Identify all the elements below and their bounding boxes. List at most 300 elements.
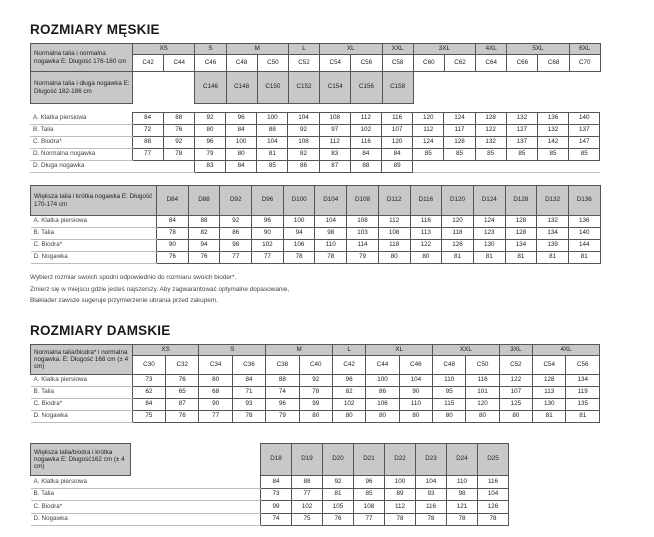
note-line: Wybierz rozmiar swoich spodni odpowiednio do rozmiaru swoich bioder*. xyxy=(30,274,237,281)
value-cell: 82 xyxy=(188,228,220,240)
row-label: C. Biodra* xyxy=(30,137,132,149)
size-code: D104 xyxy=(315,186,347,216)
value-cell: 92 xyxy=(194,113,225,125)
value-cell: 113 xyxy=(533,387,566,399)
value-cell: 73 xyxy=(132,375,165,387)
size-code: C42 xyxy=(133,55,164,72)
table-row xyxy=(30,125,600,137)
size-letter: 4XL xyxy=(476,44,507,55)
value-cell: 77 xyxy=(252,252,284,264)
value-cell: 68 xyxy=(199,387,232,399)
value-cell: 144 xyxy=(568,240,600,252)
size-letter: XXL xyxy=(433,345,500,356)
value-cell: 73 xyxy=(261,488,292,501)
value-cell: 85 xyxy=(413,149,444,161)
value-cell: 132 xyxy=(475,137,506,149)
value-cell: 75 xyxy=(132,411,165,423)
value-cell: 89 xyxy=(385,488,416,501)
size-code: C34 xyxy=(199,356,232,375)
row-label: A. Klatka piersiowa xyxy=(31,476,131,489)
size-code: C50 xyxy=(257,55,288,72)
table-row xyxy=(31,252,601,264)
size-code: D20 xyxy=(323,444,354,476)
value-cell: 95 xyxy=(433,387,466,399)
value-cell: 137 xyxy=(506,137,537,149)
value-cell: 108 xyxy=(288,137,319,149)
value-cell: 65 xyxy=(166,387,199,399)
size-code: C36 xyxy=(232,356,265,375)
value-cell: 140 xyxy=(569,113,600,125)
size-code: D120 xyxy=(442,186,474,216)
size-code-row xyxy=(31,444,509,476)
value-cell: 85 xyxy=(537,149,568,161)
value-cell: 78 xyxy=(416,513,447,526)
size-code: D100 xyxy=(283,186,315,216)
value-cell: 116 xyxy=(416,501,447,514)
value-cell: 84 xyxy=(132,399,165,411)
value-cell: 98 xyxy=(315,228,347,240)
value-cell: 86 xyxy=(366,387,399,399)
value-cell: 96 xyxy=(252,216,284,228)
value-cell: 132 xyxy=(537,125,568,137)
table-row xyxy=(31,513,509,526)
value-cell: 96 xyxy=(194,137,225,149)
value-cell: 130 xyxy=(473,240,505,252)
value-cell: 108 xyxy=(378,228,410,240)
value-cell: 80 xyxy=(410,252,442,264)
value-cell: 76 xyxy=(166,411,199,423)
men-short-table xyxy=(30,185,601,264)
value-cell: 76 xyxy=(157,252,189,264)
value-cell: 132 xyxy=(506,113,537,125)
value-cell: 88 xyxy=(188,216,220,228)
value-cell: 79 xyxy=(266,411,299,423)
value-cell: 84 xyxy=(382,149,413,161)
women-normal-table xyxy=(30,344,600,423)
value-cell: 81 xyxy=(323,488,354,501)
size-code: D84 xyxy=(157,186,189,216)
value-cell: 85 xyxy=(569,149,600,161)
value-cell: 102 xyxy=(350,125,381,137)
size-code: D128 xyxy=(505,186,537,216)
size-code: D25 xyxy=(478,444,509,476)
value-cell: 78 xyxy=(478,513,509,526)
value-cell: 128 xyxy=(444,137,475,149)
value-cell: 107 xyxy=(499,387,532,399)
table-row xyxy=(30,137,600,149)
size-code: C30 xyxy=(132,356,165,375)
size-code: C68 xyxy=(538,55,569,72)
size-code: C56 xyxy=(566,356,600,375)
value-cell: 93 xyxy=(232,399,265,411)
value-cell: 90 xyxy=(399,387,432,399)
size-code: D124 xyxy=(473,186,505,216)
size-code: C44 xyxy=(164,55,195,72)
value-cell: 80 xyxy=(378,252,410,264)
value-cell: 99 xyxy=(299,399,332,411)
value-cell: 96 xyxy=(266,399,299,411)
row-label: D. Nogawka xyxy=(31,513,131,526)
value-cell: 79 xyxy=(347,252,379,264)
value-cell: 77 xyxy=(132,149,163,161)
value-cell: 110 xyxy=(315,240,347,252)
value-cell: 104 xyxy=(478,488,509,501)
value-cell: 92 xyxy=(163,137,194,149)
size-code: C62 xyxy=(444,55,475,72)
size-code: C70 xyxy=(569,55,600,72)
value-cell: 90 xyxy=(252,228,284,240)
value-cell: 80 xyxy=(399,411,432,423)
value-cell: 77 xyxy=(354,513,385,526)
size-letter: L xyxy=(332,345,365,356)
value-cell: 88 xyxy=(257,125,288,137)
row-label: B. Talia xyxy=(31,387,133,399)
size-code: C46 xyxy=(195,55,226,72)
note-line: Blaklader zawsze sugeruje przymierzenie ubrania przed zakupem. xyxy=(30,297,218,304)
value-cell: 76 xyxy=(323,513,354,526)
value-cell: 76 xyxy=(163,125,194,137)
value-cell: 113 xyxy=(410,228,442,240)
value-cell: 81 xyxy=(257,149,288,161)
size-code: C58 xyxy=(382,55,413,72)
size-code: D21 xyxy=(354,444,385,476)
size-code: C48 xyxy=(226,55,257,72)
value-cell: 97 xyxy=(319,125,350,137)
row-label: B. Talia xyxy=(31,228,157,240)
value-cell: 126 xyxy=(442,240,474,252)
value-cell: 85 xyxy=(354,488,385,501)
size-code: C148 xyxy=(226,72,257,104)
table-header-label: Większa talia/biodra i krótka nogawka E: Długość162 cm (± 4 cm) xyxy=(31,444,131,476)
value-cell: 117 xyxy=(444,125,475,137)
value-cell: 86 xyxy=(288,161,319,173)
value-cell: 84 xyxy=(226,161,257,173)
value-cell: 119 xyxy=(566,387,600,399)
size-code: C150 xyxy=(257,72,288,104)
value-cell: 120 xyxy=(382,137,413,149)
value-cell: 105 xyxy=(323,501,354,514)
size-code: C158 xyxy=(382,72,413,104)
value-cell: 87 xyxy=(166,399,199,411)
value-cell: 126 xyxy=(478,501,509,514)
value-cell: 62 xyxy=(132,387,165,399)
value-cell: 120 xyxy=(413,113,444,125)
value-cell: 94 xyxy=(283,228,315,240)
value-cell: 81 xyxy=(533,411,566,423)
table-row xyxy=(31,240,601,252)
value-cell: 107 xyxy=(382,125,413,137)
value-cell: 83 xyxy=(194,161,225,173)
size-code: D22 xyxy=(385,444,416,476)
value-cell: 80 xyxy=(466,411,499,423)
value-cell: 104 xyxy=(288,113,319,125)
value-cell: 108 xyxy=(347,216,379,228)
value-cell: 90 xyxy=(157,240,189,252)
men-normal-table xyxy=(30,43,601,104)
table-header-label: Normalna talia i długa nogawka E: Długość 182-186 cm xyxy=(31,72,133,104)
size-code: C52 xyxy=(499,356,532,375)
value-cell: 92 xyxy=(220,216,252,228)
value-cell: 75 xyxy=(292,513,323,526)
women-title: ROZMIARY DAMSKIE xyxy=(30,323,171,338)
value-cell: 76 xyxy=(166,375,199,387)
value-cell: 147 xyxy=(569,137,600,149)
value-cell: 116 xyxy=(350,137,381,149)
value-cell: 122 xyxy=(410,240,442,252)
value-cell: 116 xyxy=(478,476,509,489)
value-cell: 80 xyxy=(194,125,225,137)
size-letter: M xyxy=(266,345,333,356)
size-letter-row xyxy=(31,44,601,55)
value-cell: 123 xyxy=(473,228,505,240)
value-cell: 71 xyxy=(232,387,265,399)
value-cell: 96 xyxy=(354,476,385,489)
size-code: D116 xyxy=(410,186,442,216)
size-letter: 5XL xyxy=(507,44,569,55)
value-cell: 108 xyxy=(319,113,350,125)
value-cell: 104 xyxy=(399,375,432,387)
table-row xyxy=(31,387,600,399)
table-row xyxy=(31,216,601,228)
value-cell: 102 xyxy=(252,240,284,252)
value-cell: 102 xyxy=(332,399,365,411)
size-letter: L xyxy=(288,44,319,55)
size-code: D92 xyxy=(220,186,252,216)
value-cell: 74 xyxy=(261,513,292,526)
value-cell: 120 xyxy=(466,399,499,411)
value-cell: 80 xyxy=(299,411,332,423)
size-code: C60 xyxy=(413,55,444,72)
value-cell: 136 xyxy=(537,113,568,125)
size-letter: XL xyxy=(320,44,382,55)
size-code: C44 xyxy=(366,356,399,375)
value-cell: 89 xyxy=(382,161,413,173)
row-label: A. Klatka piersiowa xyxy=(31,216,157,228)
value-cell: 80 xyxy=(332,411,365,423)
value-cell: 112 xyxy=(319,137,350,149)
value-cell: 84 xyxy=(350,149,381,161)
value-cell: 78 xyxy=(315,252,347,264)
value-cell: 128 xyxy=(505,228,537,240)
value-cell: 78 xyxy=(163,149,194,161)
value-cell: 135 xyxy=(566,399,600,411)
value-cell: 104 xyxy=(257,137,288,149)
value-cell: 116 xyxy=(382,113,413,125)
size-letter: 3XL xyxy=(499,345,532,356)
size-code: C42 xyxy=(332,356,365,375)
size-code: C64 xyxy=(476,55,507,72)
value-cell: 77 xyxy=(220,252,252,264)
value-cell: 85 xyxy=(475,149,506,161)
value-cell: 121 xyxy=(447,501,478,514)
size-code: D108 xyxy=(347,186,379,216)
size-code: C146 xyxy=(195,72,226,104)
value-cell: 98 xyxy=(447,488,478,501)
size-code-row xyxy=(31,186,601,216)
row-label: D. Nogawka xyxy=(31,252,157,264)
value-cell: 81 xyxy=(568,252,600,264)
value-cell: 87 xyxy=(319,161,350,173)
value-cell: 100 xyxy=(283,216,315,228)
value-cell: 118 xyxy=(442,228,474,240)
value-cell: 122 xyxy=(475,125,506,137)
size-code: C154 xyxy=(320,72,351,104)
row-label: D. Normalna nogawka xyxy=(30,149,132,161)
value-cell: 118 xyxy=(378,240,410,252)
value-cell: 92 xyxy=(299,375,332,387)
value-cell: 94 xyxy=(188,240,220,252)
value-cell: 81 xyxy=(537,252,569,264)
value-cell: 125 xyxy=(499,399,532,411)
size-code: C48 xyxy=(433,356,466,375)
value-cell: 110 xyxy=(447,476,478,489)
value-cell: 122 xyxy=(499,375,532,387)
value-cell: 112 xyxy=(385,501,416,514)
value-cell: 100 xyxy=(366,375,399,387)
row-label: A. Klatka piersiowa xyxy=(31,375,133,387)
value-cell: 110 xyxy=(399,399,432,411)
value-cell: 120 xyxy=(442,216,474,228)
value-cell: 100 xyxy=(385,476,416,489)
row-label: C. Biodra* xyxy=(31,399,133,411)
value-cell: 84 xyxy=(261,476,292,489)
value-cell: 134 xyxy=(537,228,569,240)
value-cell: 142 xyxy=(537,137,568,149)
value-cell: 103 xyxy=(347,228,379,240)
table-row xyxy=(31,488,509,501)
size-code: C50 xyxy=(466,356,499,375)
size-code: D112 xyxy=(378,186,410,216)
size-code: C40 xyxy=(299,356,332,375)
table-header-label: Większa talia i krótka nogawka E: Długość 170-174 cm xyxy=(31,186,157,216)
value-cell: 128 xyxy=(475,113,506,125)
table-row xyxy=(31,399,600,411)
value-cell: 85 xyxy=(506,149,537,161)
value-cell: 86 xyxy=(220,228,252,240)
size-code: C46 xyxy=(399,356,432,375)
value-cell: 81 xyxy=(505,252,537,264)
table-row xyxy=(30,113,600,125)
value-cell: 93 xyxy=(416,488,447,501)
value-cell: 78 xyxy=(232,411,265,423)
size-code: D24 xyxy=(447,444,478,476)
value-cell: 80 xyxy=(226,149,257,161)
value-cell: 77 xyxy=(199,411,232,423)
table-row xyxy=(31,501,509,514)
table-row xyxy=(30,161,600,173)
size-letter: XS xyxy=(133,44,195,55)
table-header-label: Normalna talia i normalna nogawka E: Długość 176-180 cm xyxy=(31,44,133,72)
value-cell: 130 xyxy=(533,399,566,411)
value-cell: 80 xyxy=(499,411,532,423)
size-code: C54 xyxy=(320,55,351,72)
size-note xyxy=(30,272,289,307)
value-cell: 139 xyxy=(537,240,569,252)
value-cell: 134 xyxy=(505,240,537,252)
value-cell: 81 xyxy=(442,252,474,264)
value-cell: 96 xyxy=(226,113,257,125)
value-cell: 78 xyxy=(447,513,478,526)
value-cell: 108 xyxy=(354,501,385,514)
value-cell: 124 xyxy=(473,216,505,228)
size-code: D23 xyxy=(416,444,447,476)
value-cell: 84 xyxy=(132,113,163,125)
value-cell: 84 xyxy=(157,216,189,228)
size-letter: M xyxy=(226,44,288,55)
value-cell: 101 xyxy=(466,387,499,399)
value-cell: 78 xyxy=(157,228,189,240)
value-cell: 124 xyxy=(413,137,444,149)
value-cell: 88 xyxy=(292,476,323,489)
value-cell: 110 xyxy=(433,375,466,387)
size-code: D19 xyxy=(292,444,323,476)
size-code: D132 xyxy=(537,186,569,216)
value-cell: 83 xyxy=(319,149,350,161)
table-row xyxy=(31,228,601,240)
value-cell: 74 xyxy=(266,387,299,399)
long-leg-code-row xyxy=(31,72,601,104)
value-cell: 140 xyxy=(568,228,600,240)
size-code: C32 xyxy=(166,356,199,375)
value-cell: 99 xyxy=(261,501,292,514)
men-title: ROZMIARY MĘSKIE xyxy=(30,22,160,37)
value-cell: 78 xyxy=(283,252,315,264)
value-cell: 104 xyxy=(315,216,347,228)
value-cell: 116 xyxy=(410,216,442,228)
value-cell: 98 xyxy=(220,240,252,252)
value-cell: 80 xyxy=(199,375,232,387)
value-cell: 88 xyxy=(266,375,299,387)
table-row xyxy=(30,149,600,161)
value-cell: 112 xyxy=(378,216,410,228)
value-cell: 96 xyxy=(332,375,365,387)
value-cell: 84 xyxy=(232,375,265,387)
value-cell: 106 xyxy=(283,240,315,252)
table-row xyxy=(31,476,509,489)
row-label: D. Nogawka xyxy=(31,411,133,423)
row-label: D. Długa nogawka xyxy=(30,161,132,173)
value-cell: 81 xyxy=(566,411,600,423)
value-cell: 72 xyxy=(132,125,163,137)
men-normal-values-table xyxy=(30,112,600,173)
size-code: C66 xyxy=(507,55,538,72)
value-cell: 80 xyxy=(366,411,399,423)
value-cell: 80 xyxy=(433,411,466,423)
value-cell: 92 xyxy=(288,125,319,137)
table-header-label: Normalna talia/biodra* i normalna nogawka. E: Długość 168 cm (± 4 cm) xyxy=(31,345,133,375)
value-cell: 88 xyxy=(350,161,381,173)
size-letter: 4XL xyxy=(533,345,600,356)
value-cell: 136 xyxy=(568,216,600,228)
value-cell: 106 xyxy=(366,399,399,411)
table-row xyxy=(31,411,600,423)
value-cell: 92 xyxy=(323,476,354,489)
row-label: A. Klatka piersiowa xyxy=(30,113,132,125)
row-label: B. Talia xyxy=(31,488,131,501)
value-cell: 114 xyxy=(347,240,379,252)
size-code: C54 xyxy=(533,356,566,375)
value-cell: 76 xyxy=(188,252,220,264)
value-cell: 84 xyxy=(226,125,257,137)
size-letter: XL xyxy=(366,345,433,356)
value-cell: 100 xyxy=(226,137,257,149)
size-code: D18 xyxy=(261,444,292,476)
value-cell: 88 xyxy=(132,137,163,149)
value-cell: 124 xyxy=(444,113,475,125)
value-cell: 85 xyxy=(257,161,288,173)
value-cell: 100 xyxy=(257,113,288,125)
size-code: D88 xyxy=(188,186,220,216)
